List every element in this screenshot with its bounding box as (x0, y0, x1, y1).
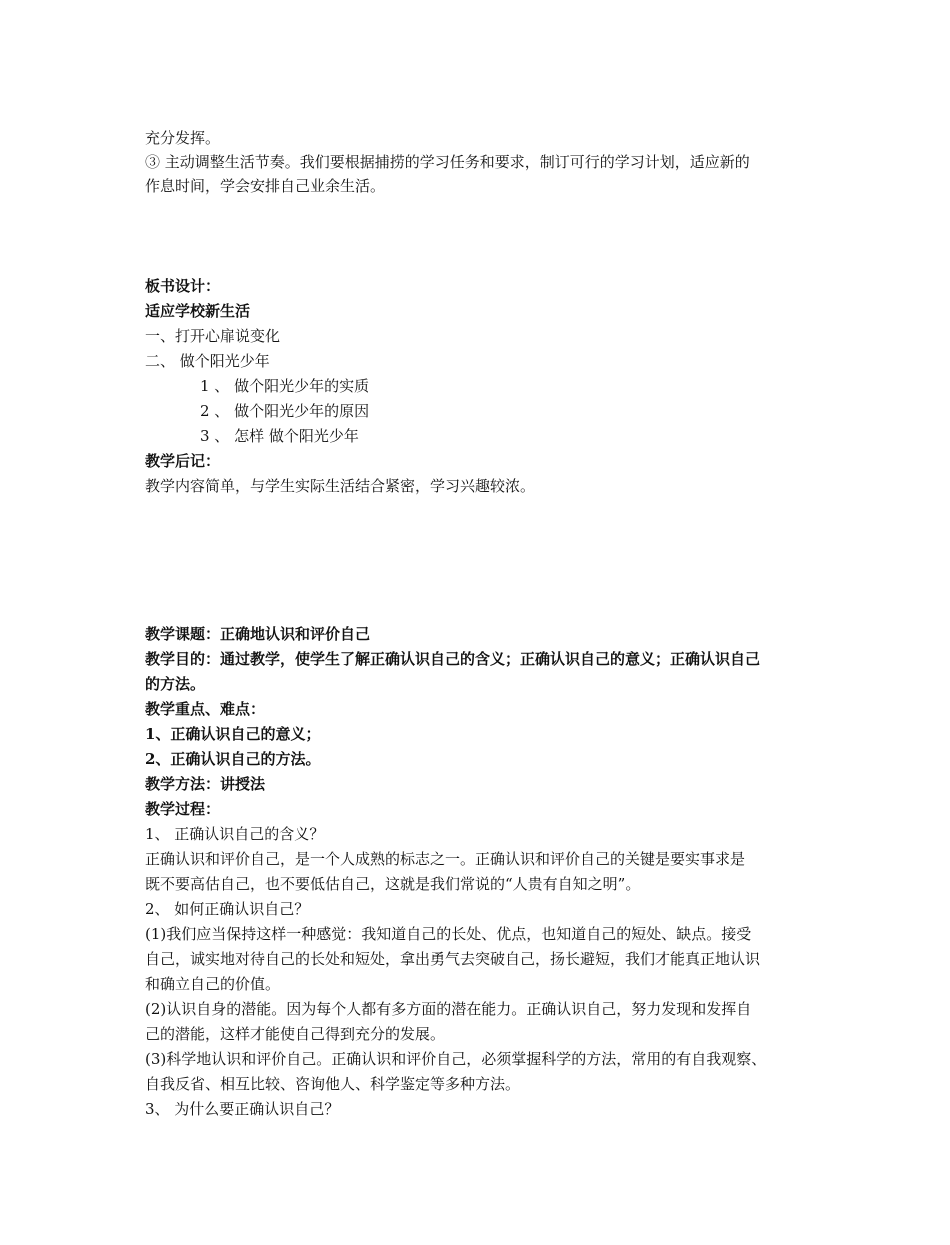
board-item: 二、 做个阳光少年 (145, 352, 270, 370)
postscript-text: 教学内容简单，与学生实际生活结合紧密，学习兴趣较浓。 (145, 477, 536, 495)
lesson-topic: 教学课题：正确地认识和评价自己 (145, 625, 371, 643)
board-title: 适应学校新生活 (145, 302, 251, 320)
process-line: 正确认识和评价自己，是一个人成熟的标志之一。正确认识和评价自己的关键是要实事求是 (145, 850, 746, 868)
lesson-goal: 的方法。 (145, 675, 206, 693)
board-subitem: 3 、 怎样 做个阳光少年 (200, 427, 359, 445)
lesson-key-heading: 教学重点、难点： (145, 700, 266, 718)
body-text: 充分发挥。 (145, 129, 221, 147)
process-line: 既不要高估自己，也不要低估自己，这就是我们常说的“人贵有自知之明”。 (145, 875, 641, 893)
body-text: ③ 主动调整生活节奏。我们要根据捕捞的学习任务和要求，制订可行的学习计划，适应新的 (145, 153, 750, 171)
board-subitem: 1 、 做个阳光少年的实质 (200, 377, 370, 395)
body-text: 作息时间，学会安排自己业余生活。 (145, 177, 386, 195)
process-line: 和确立自己的价值。 (145, 975, 281, 993)
process-line: 自己，诚实地对待自己的长处和短处，拿出勇气去突破自己，扬长避短，我们才能真正地认识 (145, 950, 761, 968)
lesson-method: 教学方法：讲授法 (145, 775, 266, 793)
process-line: 1、 正确认识自己的含义？ (145, 825, 325, 843)
board-subitem: 2 、 做个阳光少年的原因 (200, 402, 370, 420)
process-line: 3、 为什么要正确认识自己？ (145, 1100, 340, 1118)
lesson-process-heading: 教学过程： (145, 800, 221, 818)
process-line: (1)我们应当保持这样一种感觉：我知道自己的长处、优点，也知道自己的短处、缺点。接受 (145, 925, 752, 943)
postscript-heading: 教学后记： (145, 452, 221, 470)
process-line: 己的潜能，这样才能使自己得到充分的发展。 (145, 1025, 446, 1043)
process-line: 2、 如何正确认识自己？ (145, 900, 310, 918)
board-item: 一、打开心扉说变化 (145, 327, 281, 345)
board-heading: 板书设计： (145, 277, 221, 295)
lesson-key-item: 1、正确认识自己的意义； (145, 725, 321, 743)
lesson-key-item: 2、正确认识自己的方法。 (145, 750, 321, 768)
lesson-goal: 教学目的：通过教学，使学生了解正确认识自己的含义；正确认识自己的意义；正确认识自己 (145, 650, 761, 668)
process-line: (3)科学地认识和评价自己。正确认识和评价自己，必须掌握科学的方法，常用的有自我观察、 (145, 1050, 767, 1068)
process-line: (2)认识自身的潜能。因为每个人都有多方面的潜在能力。正确认识自己，努力发现和发挥自 (145, 1000, 752, 1018)
process-line: 自我反省、相互比较、咨询他人、科学鉴定等多种方法。 (145, 1075, 521, 1093)
